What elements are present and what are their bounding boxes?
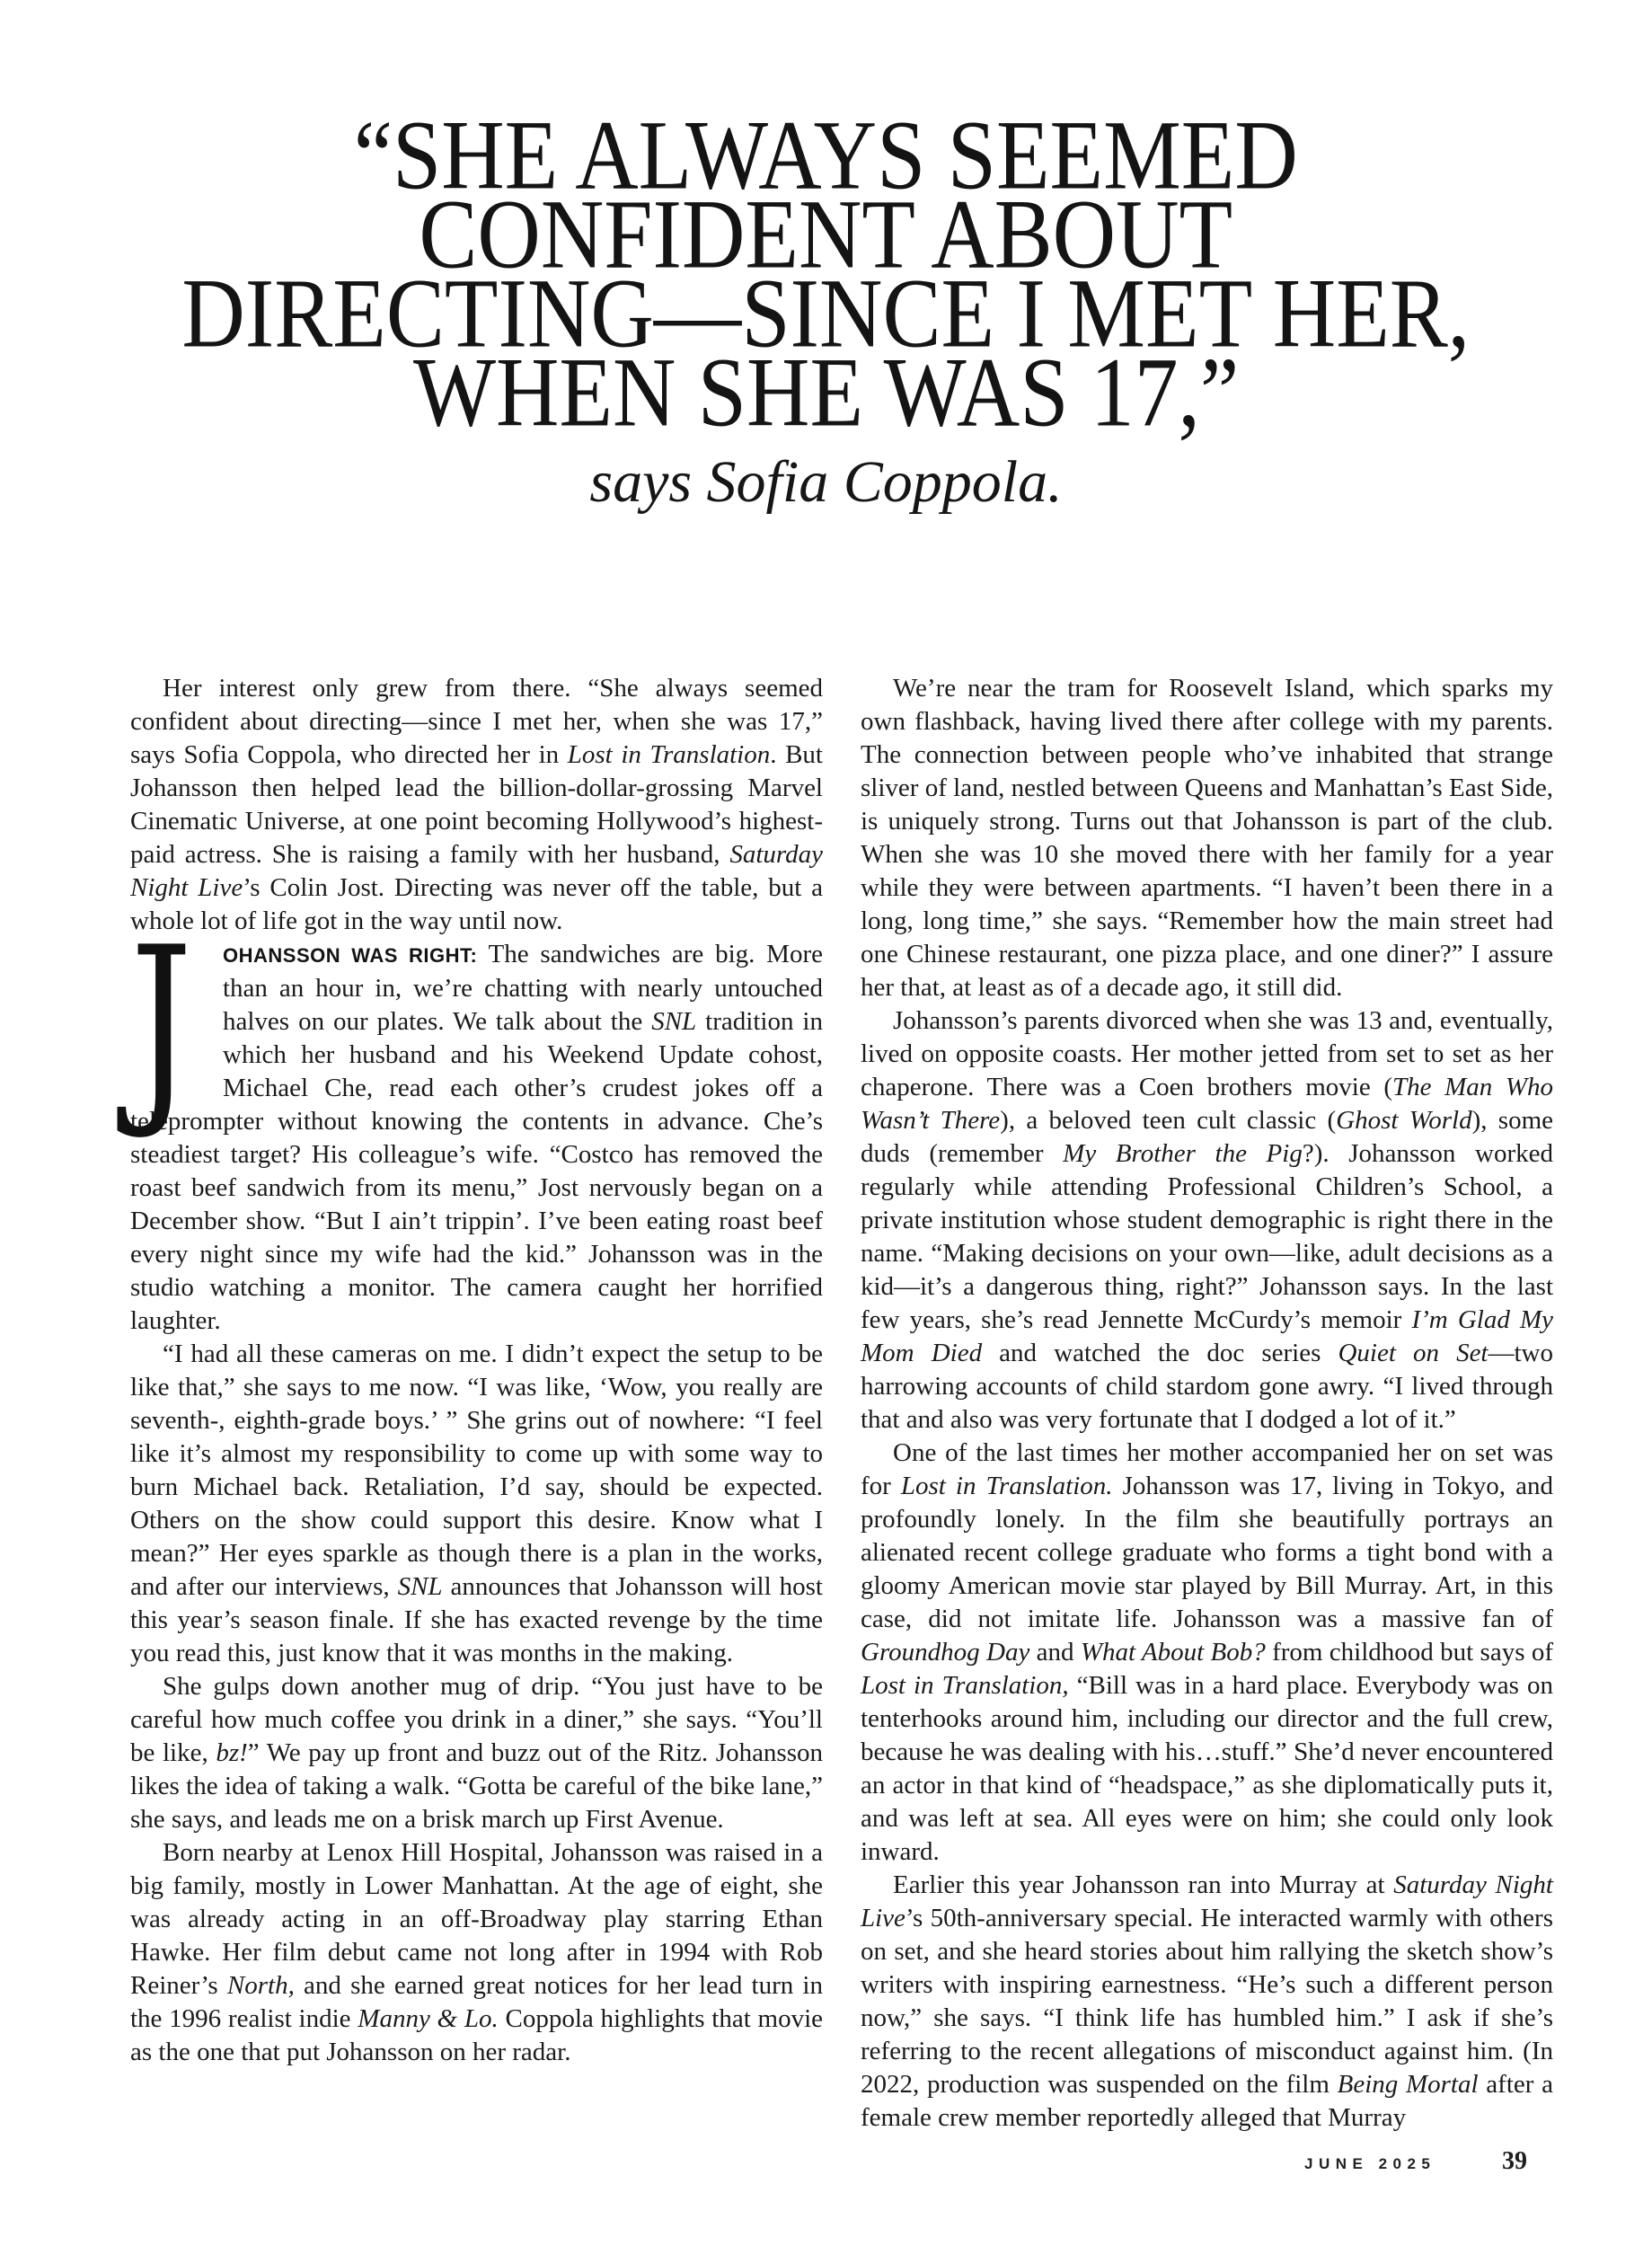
paragraph: Earlier this year Johansson ran into Murray at Saturday Night Live’s 50th-anniversary special. He interacted warmly with others on set, and she heard stories about him rallying the sketch show’s writers with inspiring earnestness. “He’s such a different person now,” she says. “I think life has humbled him.” I ask if she’s referring to the recent allegations of misconduct against him. (In 2022, production was suspended on the film Being Mortal after a female crew member reportedly alleged that Murray bbox=[861, 1870, 1553, 2132]
page-number: 39 bbox=[1502, 2147, 1527, 2175]
article-body bbox=[130, 672, 1553, 2135]
headline-attribution: says Sofia Coppola. bbox=[589, 449, 1063, 515]
headline-line-3-text: DIRECTING—SINCE I MET HER, bbox=[181, 258, 1471, 368]
paragraph: “I had all these cameras on me. I didn’t expect the setup to be like that,” she says to me now. “I was like, ‘Wow, you really are seventh-, eighth-grade boys.’ ” She grins out of nowhere: “I feel like it’s almost my responsibility to come up with some way to burn Michael back. Retaliation, I’d say, should be expected. Others on the show could support this desire. Know what I mean?” Her eyes sparkle as though there is a plan in the works, and after our interviews, SNL announces that Johansson will host this year’s season finale. If she has exacted revenge by the time you read this, just know that it was months in the making. bbox=[130, 1340, 823, 1667]
left-column bbox=[130, 672, 823, 2135]
paragraph: She gulps down another mug of drip. “You just have to be careful how much coffee you drink in a diner,” she says. “You’ll be like, bz!” We pay up front and buzz out of the Ritz. Johansson likes the idea of taking a walk. “Gotta be careful of the bike lane,” she says, and leads me on a brisk march up First Avenue. bbox=[130, 1672, 824, 1834]
lead-in-text: OHANSSON WAS RIGHT: bbox=[223, 944, 489, 967]
headline-line-4-text: WHEN SHE WAS 17,” bbox=[412, 337, 1240, 447]
paragraph: Johansson’s parents divorced when she was 13 and, eventually, lived on opposite coasts. Her mother jetted from set to set as her chaperone. There was a Coen brothers movie (The Man Who Wasn’t There), a beloved teen cult classic (Ghost World), some duds (remember My Brother the Pig?). Johansson worked regularly while attending Professional Children’s School, a private institution whose student demographic is right there in the name. “Making decisions on your own—like, adult decisions as a kid—it’s a dangerous thing, right?” Johansson says. In the last few years, she’s read Jennette McCurdy’s memoir I’m Glad My Mom Died and watched the doc series Quiet on Set—two harrowing accounts of child stardom gone awry. “I lived through that and also was very fortunate that I dodged a lot of it.” bbox=[861, 1006, 1554, 1434]
issue-date: JUNE 2025 bbox=[1304, 2155, 1436, 2172]
paragraph: One of the last times her mother accompanied her on set was for Lost in Translation. Johansson was 17, living in Tokyo, and profoundly lonely. In the film she beautifully portrays an alienated recent college graduate who forms a tight bond with a gloomy American movie star played by Bill Murray. Art, in this case, did not imitate life. Johansson was a massive fan of Groundhog Day and What About Bob? from childhood but says of Lost in Translation, “Bill was in a hard place. Everybody was on tenterhooks around him, including our director and the full crew, because he was dealing with his…stuff.” She’d never encountered an actor in that kind of “headspace,” as she diplomatically puts it, and was left at sea. All eyes were on him; she could only look inward. bbox=[861, 1438, 1553, 1866]
headline-line-1-text: “SHE ALWAYS SEEMED bbox=[353, 100, 1299, 210]
pull-quote-headline bbox=[0, 100, 1652, 515]
paragraph: Her interest only grew from there. “She always seemed confident about directing—since I met her, when she was 17,” says Sofia Coppola, who directed her in Lost in Translation. But Johansson then helped lead the billion-dollar-grossing Marvel Cinematic Universe, at one point becoming Hollywood’s highest-paid actress. She is raising a family with her husband, Saturday Night Live’s Colin Jost. Directing was never off the table, but a whole lot of life got in the way until now. bbox=[130, 674, 823, 935]
paragraph: Born nearby at Lenox Hill Hospital, Johansson was raised in a big family, mostly in Lower Manhattan. At the age of eight, she was already acting in an off-Broadway play starring Ethan Hawke. Her film debut came not long after in 1994 with Rob Reiner’s North, and she earned great notices for her lead turn in the 1996 realist indie Manny & Lo. Coppola highlights that movie as the one that put Johansson on her radar. bbox=[130, 1838, 824, 2066]
right-column bbox=[861, 672, 1553, 2135]
paragraph-dropcap bbox=[130, 904, 823, 1338]
drop-cap-letter: J bbox=[130, 904, 193, 1144]
headline-line-2-text: CONFIDENT ABOUT bbox=[419, 179, 1233, 289]
paragraph-text: The sandwiches are big. More than an hour in, we’re chatting with nearly untouched halves on our plates. We talk about the SNL tradition in which her husband and his Weekend Update cohost, Michael Che, read each other’s crudest jokes off a teleprompter without knowing the contents in advance. Che’s steadiest target? His colleague’s wife. “Costco has removed the roast beef sandwich from its menu,” Jost nervously began on a December show. “But I ain’t trippin’. I’ve been eating roast beef every night since my wife had the kid.” Johansson was in the studio watching a monitor. The camera caught her horrified laughter. bbox=[130, 940, 823, 1335]
page-footer bbox=[1304, 2147, 1527, 2176]
paragraph: We’re near the tram for Roosevelt Island, which sparks my own flashback, having lived there after college with my parents. The connection between people who’ve inhabited that strange sliver of land, nestled between Queens and Manhattan’s East Side, is uniquely strong. Turns out that Johansson is part of the club. When she was 10 she moved there with her family for a year while they were between apartments. “I haven’t been there in a long, long time,” she says. “Remember how the main street had one Chinese restaurant, one pizza place, and one diner?” I assure her that, at least as of a decade ago, it still did. bbox=[861, 674, 1553, 1002]
